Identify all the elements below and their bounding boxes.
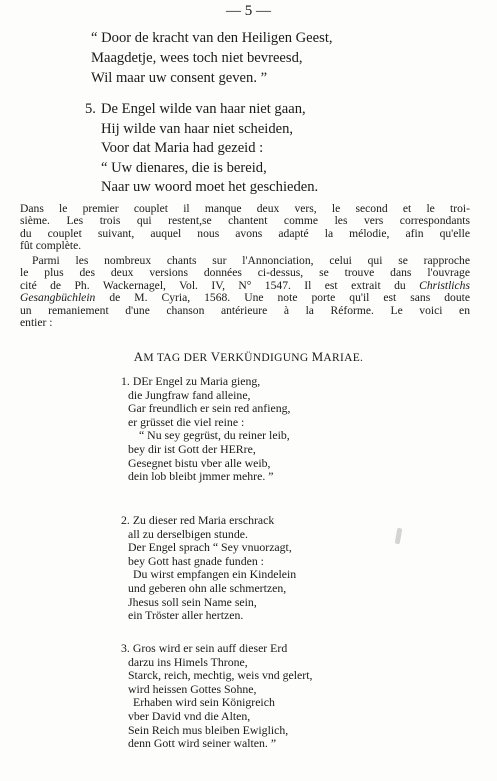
verse-line: ein Tröster aller hertzen.: [128, 608, 244, 623]
poem-line: Maagdetje, wees toch niet bevreesd,: [91, 50, 303, 66]
paragraph-line: Parmi les nombreux chants sur l'Annonciation, celui qui se rapproche: [32, 254, 470, 267]
paragraph-line: du couplet suivant, auquel nous avons adapté la mélodie, afin qu'elle: [20, 226, 470, 240]
verse-line: Der Engel sprach “ Sey vnuorzagt,: [128, 540, 292, 555]
verse-line: [121, 642, 312, 656]
verse-line: und geberen ohn alle schmertzen,: [128, 580, 287, 595]
poem-line: “ Uw dienares, die is bereid,: [101, 159, 267, 176]
verse-text: Gros wird er sein auff dieser Erd: [132, 641, 288, 655]
verse-line: Sein Reich mus bleiben Ewiglich,: [128, 722, 289, 737]
verse-line: bey dir ist Gott der HERre,: [128, 441, 256, 456]
verse-text: Zu dieser red Maria erschrack: [132, 513, 275, 527]
citation-text: de M. Cyria, 1568. Une note porte qu'il est sans doute: [95, 291, 470, 305]
verse-line: Gar freundlich er sein red anfieng,: [128, 401, 291, 416]
verse-line: denn Gott wird seiner walten. ”: [128, 736, 277, 751]
title-capital: M: [311, 350, 324, 364]
paragraph-line: sième. Les trois qui restent,se chantent comme les vers correspondants: [20, 214, 470, 228]
verse-line: Erhaben wird sein Königreich: [133, 695, 275, 710]
poem-line: De Engel wilde van haar niet gaan,: [101, 101, 306, 117]
title-capital: A: [133, 350, 144, 364]
poem-line: Voor dat Maria had gezeid :: [101, 140, 264, 157]
verse-line: [121, 375, 290, 389]
stanza-number: 2.: [121, 513, 130, 527]
stanza-number: 1.: [121, 374, 130, 388]
verse-line: darzu ins Himels Throne,: [128, 654, 248, 669]
paragraph-line: entier :: [20, 316, 53, 330]
book-title-part1: Christlichs: [419, 278, 470, 292]
title-text: M TAG DER: [143, 352, 211, 364]
poem-top: [91, 28, 333, 88]
verse-line: dein lob bleibt jmmer mehre. ”: [128, 469, 274, 484]
verse-line: Jhesus soll sein Name sein,: [128, 594, 257, 609]
title-text: ERKÜNDIGUNG: [220, 352, 312, 364]
verse-line: er grüsset die viel reine :: [128, 414, 245, 429]
song-stanza-3: [121, 642, 312, 751]
verse-text: DEr Engel zu Maria gieng,: [132, 374, 261, 388]
title-text: ARIAE.: [323, 352, 364, 364]
poem-line: Hij wilde van haar niet scheiden,: [101, 120, 294, 137]
verse-line: Du wirst empfangen ein Kindelein: [133, 567, 297, 582]
verse-line: bey Gott hast gnade funden :: [128, 553, 264, 568]
scan-mark: [395, 528, 403, 545]
song-stanza-1: [121, 375, 290, 484]
verse-line: vber David vnd die Alten,: [128, 708, 251, 723]
paragraph-line: [20, 292, 470, 304]
page-number: — 5 —: [226, 3, 271, 19]
paragraph-line: le plus des deux versions données ci-dessus, se trouve dans l'ouvrage: [20, 266, 470, 280]
citation-text: cité de Ph. Wackernagel, Vol. IV, N° 1547. Il est extrait du: [20, 278, 420, 292]
book-title-part2: Gesangbüchlein: [20, 291, 96, 305]
paragraph-2: [20, 255, 470, 329]
paragraph-1: [20, 203, 470, 253]
paragraph-line: fût complète.: [20, 239, 82, 253]
verse-line: die Jungfraw fand alleine,: [128, 387, 251, 402]
verse-line: Gesegnet bistu vber alle weib,: [128, 455, 271, 470]
song-title: [0, 350, 497, 365]
poem-line: Wil maar uw consent geven. ”: [91, 70, 268, 86]
stanza-number: 5.: [85, 101, 96, 117]
poem-line: Naar uw woord moet het geschieden.: [101, 179, 319, 196]
paragraph-line: un remaniement d'une chanson antérieure à la Réforme. Le voici en: [20, 303, 470, 317]
poem-stanza-5: [85, 100, 318, 198]
verse-line: “ Nu sey gegrüst, du reiner leib,: [139, 428, 290, 443]
verse-line: wird heissen Gottes Sohne,: [128, 681, 257, 696]
verse-line: Starck, reich, mechtig, weis vnd gelert,: [128, 668, 313, 683]
verse-line: [121, 514, 296, 528]
paragraph-line: Dans le premier couplet il manque deux vers, le second et le troi-: [20, 202, 470, 215]
song-stanza-2: [121, 514, 296, 623]
verse-line: all zu derselbigen stunde.: [128, 526, 248, 541]
stanza-number: 3.: [121, 641, 130, 655]
title-capital: V: [210, 350, 221, 364]
poem-line: “ Door de kracht van den Heiligen Geest,: [91, 30, 333, 46]
